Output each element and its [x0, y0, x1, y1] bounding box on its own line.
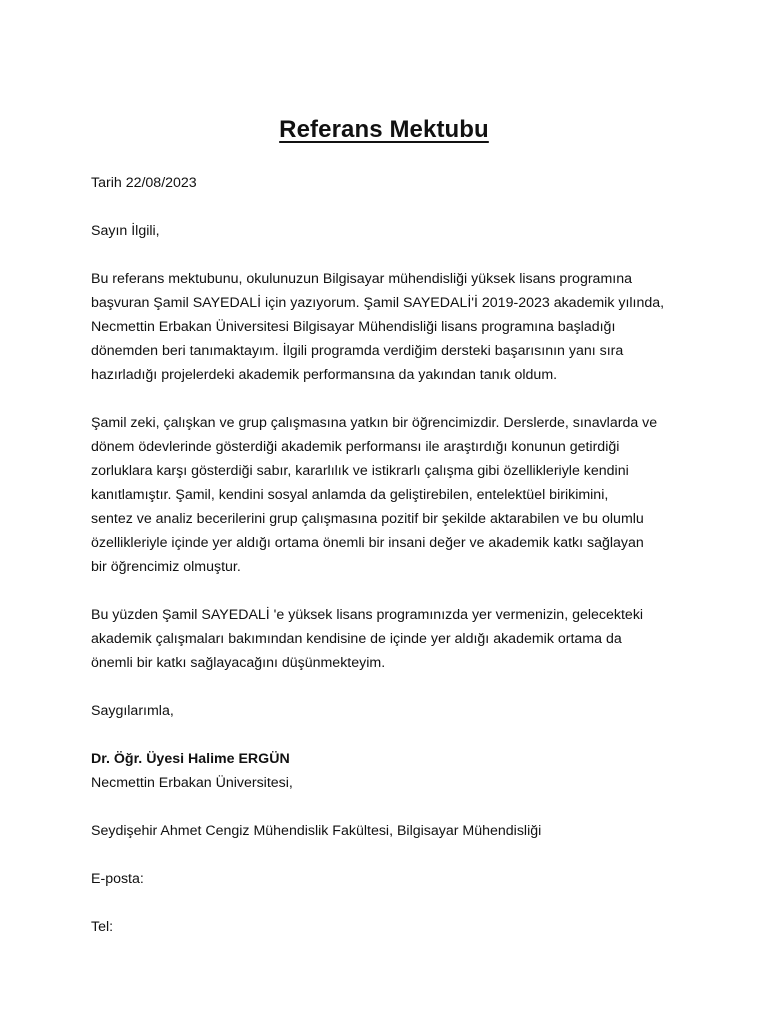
paragraph-line: hazırladığı projelerdeki akademik performansına da yakından tanık oldum.	[91, 367, 558, 383]
paragraph-line: akademik çalışmaları bakımından kendisine de içinde yer aldığı akademik ortama da	[91, 631, 622, 647]
paragraph-1	[91, 267, 691, 387]
paragraph-line: önemli bir katkı sağlayacağını düşünmekteyim.	[91, 655, 386, 671]
paragraph-line: dönemden beri tanımaktayım. İlgili programda verdiğim dersteki başarısının yanı sıra	[91, 343, 624, 359]
phone-label: Tel:	[91, 919, 114, 935]
signer-university: Necmettin Erbakan Üniversitesi,	[91, 775, 293, 791]
salutation: Sayın İlgili,	[91, 223, 160, 239]
paragraph-2	[91, 411, 691, 579]
paragraph-line: kanıtlamıştır. Şamil, kendini sosyal anlamda da geliştirebilen, entelektüel birikimini,	[91, 487, 609, 503]
paragraph-line: Bu referans mektubunu, okulunuzun Bilgisayar mühendisliği yüksek lisans programına	[91, 271, 632, 287]
paragraph-line: özellikleriyle içinde yer aldığı ortama önemli bir insani değer ve akademik katkı sağlayan	[91, 535, 644, 551]
paragraph-line: dönem ödevlerinde gösterdiği akademik performansı ile araştırdığı konunun getirdiği	[91, 439, 620, 455]
paragraph-line: Şamil zeki, çalışkan ve grup çalışmasına yatkın bir öğrencimizdir. Derslerde, sınavlarda ve	[91, 415, 658, 431]
paragraph-line: Bu yüzden Şamil SAYEDALİ 'e yüksek lisans programınızda yer vermenizin, gelecekteki	[91, 607, 644, 623]
paragraph-line: sentez ve analiz becerilerini grup çalışmasına pozitif bir şekilde aktarabilen ve bu olumlu	[91, 511, 644, 527]
paragraph-line: Necmettin Erbakan Üniversitesi Bilgisayar Mühendisliği lisans programına başladığı	[91, 319, 616, 335]
document-title: Referans Mektubu	[279, 116, 489, 143]
letter-body	[91, 171, 691, 939]
signer-name: Dr. Öğr. Üyesi Halime ERGÜN	[91, 751, 290, 767]
paragraph-line: zorluklara karşı gösterdiği sabır, kararlılık ve istikrarlı çalışma gibi özellikleriyle kendini	[91, 463, 629, 479]
paragraph-3	[91, 603, 691, 675]
email-label: E-posta:	[91, 871, 144, 887]
closing: Saygılarımla,	[91, 703, 174, 719]
paragraph-line: başvuran Şamil SAYEDALİ için yazıyorum. Şamil SAYEDALİ'İ 2019-2023 akademik yılında,	[91, 295, 665, 311]
paragraph-line: bir öğrencimiz olmuştur.	[91, 559, 241, 575]
date-line: Tarih 22/08/2023	[91, 175, 197, 191]
signer-faculty: Seydişehir Ahmet Cengiz Mühendislik Fakültesi, Bilgisayar Mühendisliği	[91, 823, 542, 839]
